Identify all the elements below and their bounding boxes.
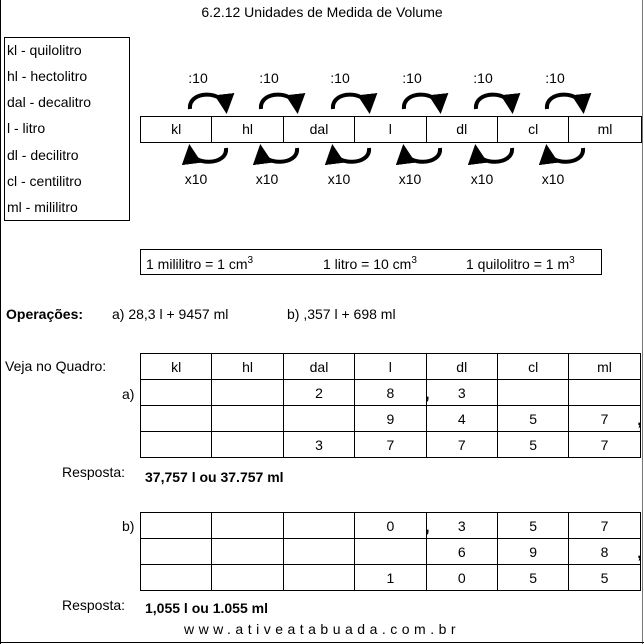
table-cell: 3 (426, 380, 497, 406)
multiply-label: x10 (541, 171, 565, 187)
table-cell (283, 513, 354, 539)
equivalence-l-dm3: 1 litro = 10 $cm^3$ (323, 255, 417, 272)
table-row (141, 406, 641, 432)
resposta-label-a: Resposta: (62, 464, 126, 480)
multiply-label: x10 (255, 171, 279, 187)
table-cell: 0 , (355, 513, 426, 539)
table-cell: 7 (355, 432, 426, 458)
table-cell: 1 (355, 565, 426, 591)
table-cell: 7 (569, 513, 640, 539)
unit-cell-kl: kl (141, 117, 212, 142)
multiply-arrow-icon (333, 148, 369, 162)
multiply-arrow-icon (261, 148, 297, 162)
table-row (141, 513, 641, 539)
resposta-a: 37,757 l ou 37.757 ml (145, 469, 284, 485)
divide-label: :10 (259, 70, 279, 86)
multiply-arrow-icon (547, 148, 583, 162)
unit-cell-hl: hl (212, 117, 283, 142)
table-cell: 5 (497, 432, 568, 458)
legend-item-dl: dl - decilitro (7, 147, 79, 163)
unit-cell-dal: dal (284, 117, 355, 142)
table-cell (141, 513, 212, 539)
decimal-comma: , (425, 519, 430, 536)
header-cell: dl (426, 354, 497, 380)
table-cell (212, 432, 283, 458)
multiply-label: x10 (470, 171, 494, 187)
unit-cell-dl: dl (427, 117, 498, 142)
unit-cell-ml: ml (597, 121, 613, 137)
table-cell: 3 (426, 513, 497, 539)
divide-label: :10 (188, 70, 208, 86)
table-cell (141, 539, 212, 565)
divide-label: :10 (402, 70, 422, 86)
table-cell (283, 539, 354, 565)
equivalence-box (140, 249, 602, 275)
table-cell (141, 432, 212, 458)
divide-arrow-icon (333, 95, 369, 109)
legend-item-kl: kl - quilolitro (7, 42, 82, 58)
resposta-label-b: Resposta: (62, 597, 126, 613)
footer-website: www.ativeatabuada.com.br (183, 621, 461, 637)
table-cell (141, 406, 212, 432)
header-row (141, 354, 641, 380)
table-cell (212, 539, 283, 565)
multiply-arrow-icon (190, 148, 226, 162)
table-cell (212, 406, 283, 432)
header-cell: cl (497, 354, 568, 380)
table-cell: 8 , (569, 539, 640, 565)
multiply-arrow-icon (476, 148, 512, 162)
table-cell (569, 380, 640, 406)
divide-label: :10 (330, 70, 350, 86)
divide-arrow-icon (547, 95, 583, 109)
operation-b: b) ,357 l + 698 ml (287, 306, 396, 322)
multiply-label: x10 (184, 171, 208, 187)
resposta-b: 1,055 l ou 1.055 ml (145, 600, 268, 616)
divide-arrow-icon (261, 95, 297, 109)
header-cell: hl (212, 354, 283, 380)
table-cell (212, 565, 283, 591)
unit-cell-l: l (355, 117, 426, 142)
table-cell: 8 , (355, 380, 426, 406)
table-cell (497, 380, 568, 406)
table-cell: 5 (569, 565, 640, 591)
table-cell: 4 (426, 406, 497, 432)
table-cell (141, 565, 212, 591)
table-cell: 7 (426, 432, 497, 458)
row-label-a: a) (122, 386, 135, 402)
decimal-comma: , (637, 412, 642, 429)
multiply-label: x10 (398, 171, 422, 187)
multiply-arrow-icon (404, 148, 440, 162)
unit-cell-cl: cl (498, 117, 569, 142)
table-cell: 6 (426, 539, 497, 565)
equivalence-kl-m3: 1 quilolitro = 1 $m^3$ (466, 255, 575, 272)
multiply-label: x10 (327, 171, 351, 187)
header-cell: dal (283, 354, 354, 380)
header-cell: kl (141, 354, 212, 380)
unit-row (140, 116, 642, 143)
table-cell: 7 (569, 432, 640, 458)
legend-item-dal: dal - decalitro (7, 94, 92, 110)
row-label-b: b) (122, 518, 135, 534)
table-cell: 0 (426, 565, 497, 591)
divide-arrow-icon (476, 95, 512, 109)
frame-bottom (0, 642, 644, 643)
table-row (141, 380, 641, 406)
quadro-table-a (140, 353, 641, 458)
page-title: 6.2.12 Unidades de Medida de Volume (201, 4, 443, 20)
table-cell: 5 (497, 513, 568, 539)
divide-arrow-icon (404, 95, 440, 109)
table-cell (141, 380, 212, 406)
quadro-table-b (140, 512, 641, 591)
divide-label: :10 (473, 70, 493, 86)
table-cell: 7 , (569, 406, 640, 432)
table-cell (355, 539, 426, 565)
decimal-comma: , (637, 545, 642, 562)
legend-item-l: l - litro (7, 120, 46, 136)
table-row (141, 432, 641, 458)
equivalence-ml-cm3: 1 mililitro = 1 $cm^3$ (146, 255, 254, 272)
legend-item-ml: ml - mililitro (7, 199, 78, 215)
table-cell (212, 513, 283, 539)
table-cell (283, 406, 354, 432)
table-cell: 2 (283, 380, 354, 406)
header-cell: ml (569, 354, 640, 380)
table-cell: 5 (497, 406, 568, 432)
veja-no-quadro-label: Veja no Quadro: (5, 358, 107, 374)
table-cell: 3 (283, 432, 354, 458)
divide-label: :10 (545, 70, 565, 86)
table-cell: 9 (497, 539, 568, 565)
decimal-comma: , (425, 386, 430, 403)
legend-item-hl: hl - hectolitro (7, 68, 88, 84)
table-cell (212, 380, 283, 406)
table-cell: 9 (355, 406, 426, 432)
divide-arrow-icon (190, 95, 226, 109)
table-row (141, 539, 641, 565)
table-row (141, 565, 641, 591)
table-cell (283, 565, 354, 591)
table-cell: 5 (497, 565, 568, 591)
operations-label: Operações: (6, 306, 84, 322)
legend-item-cl: cl - centilitro (7, 173, 82, 189)
operation-a: a) 28,3 l + 9457 ml (112, 306, 229, 322)
header-cell: l (355, 354, 426, 380)
